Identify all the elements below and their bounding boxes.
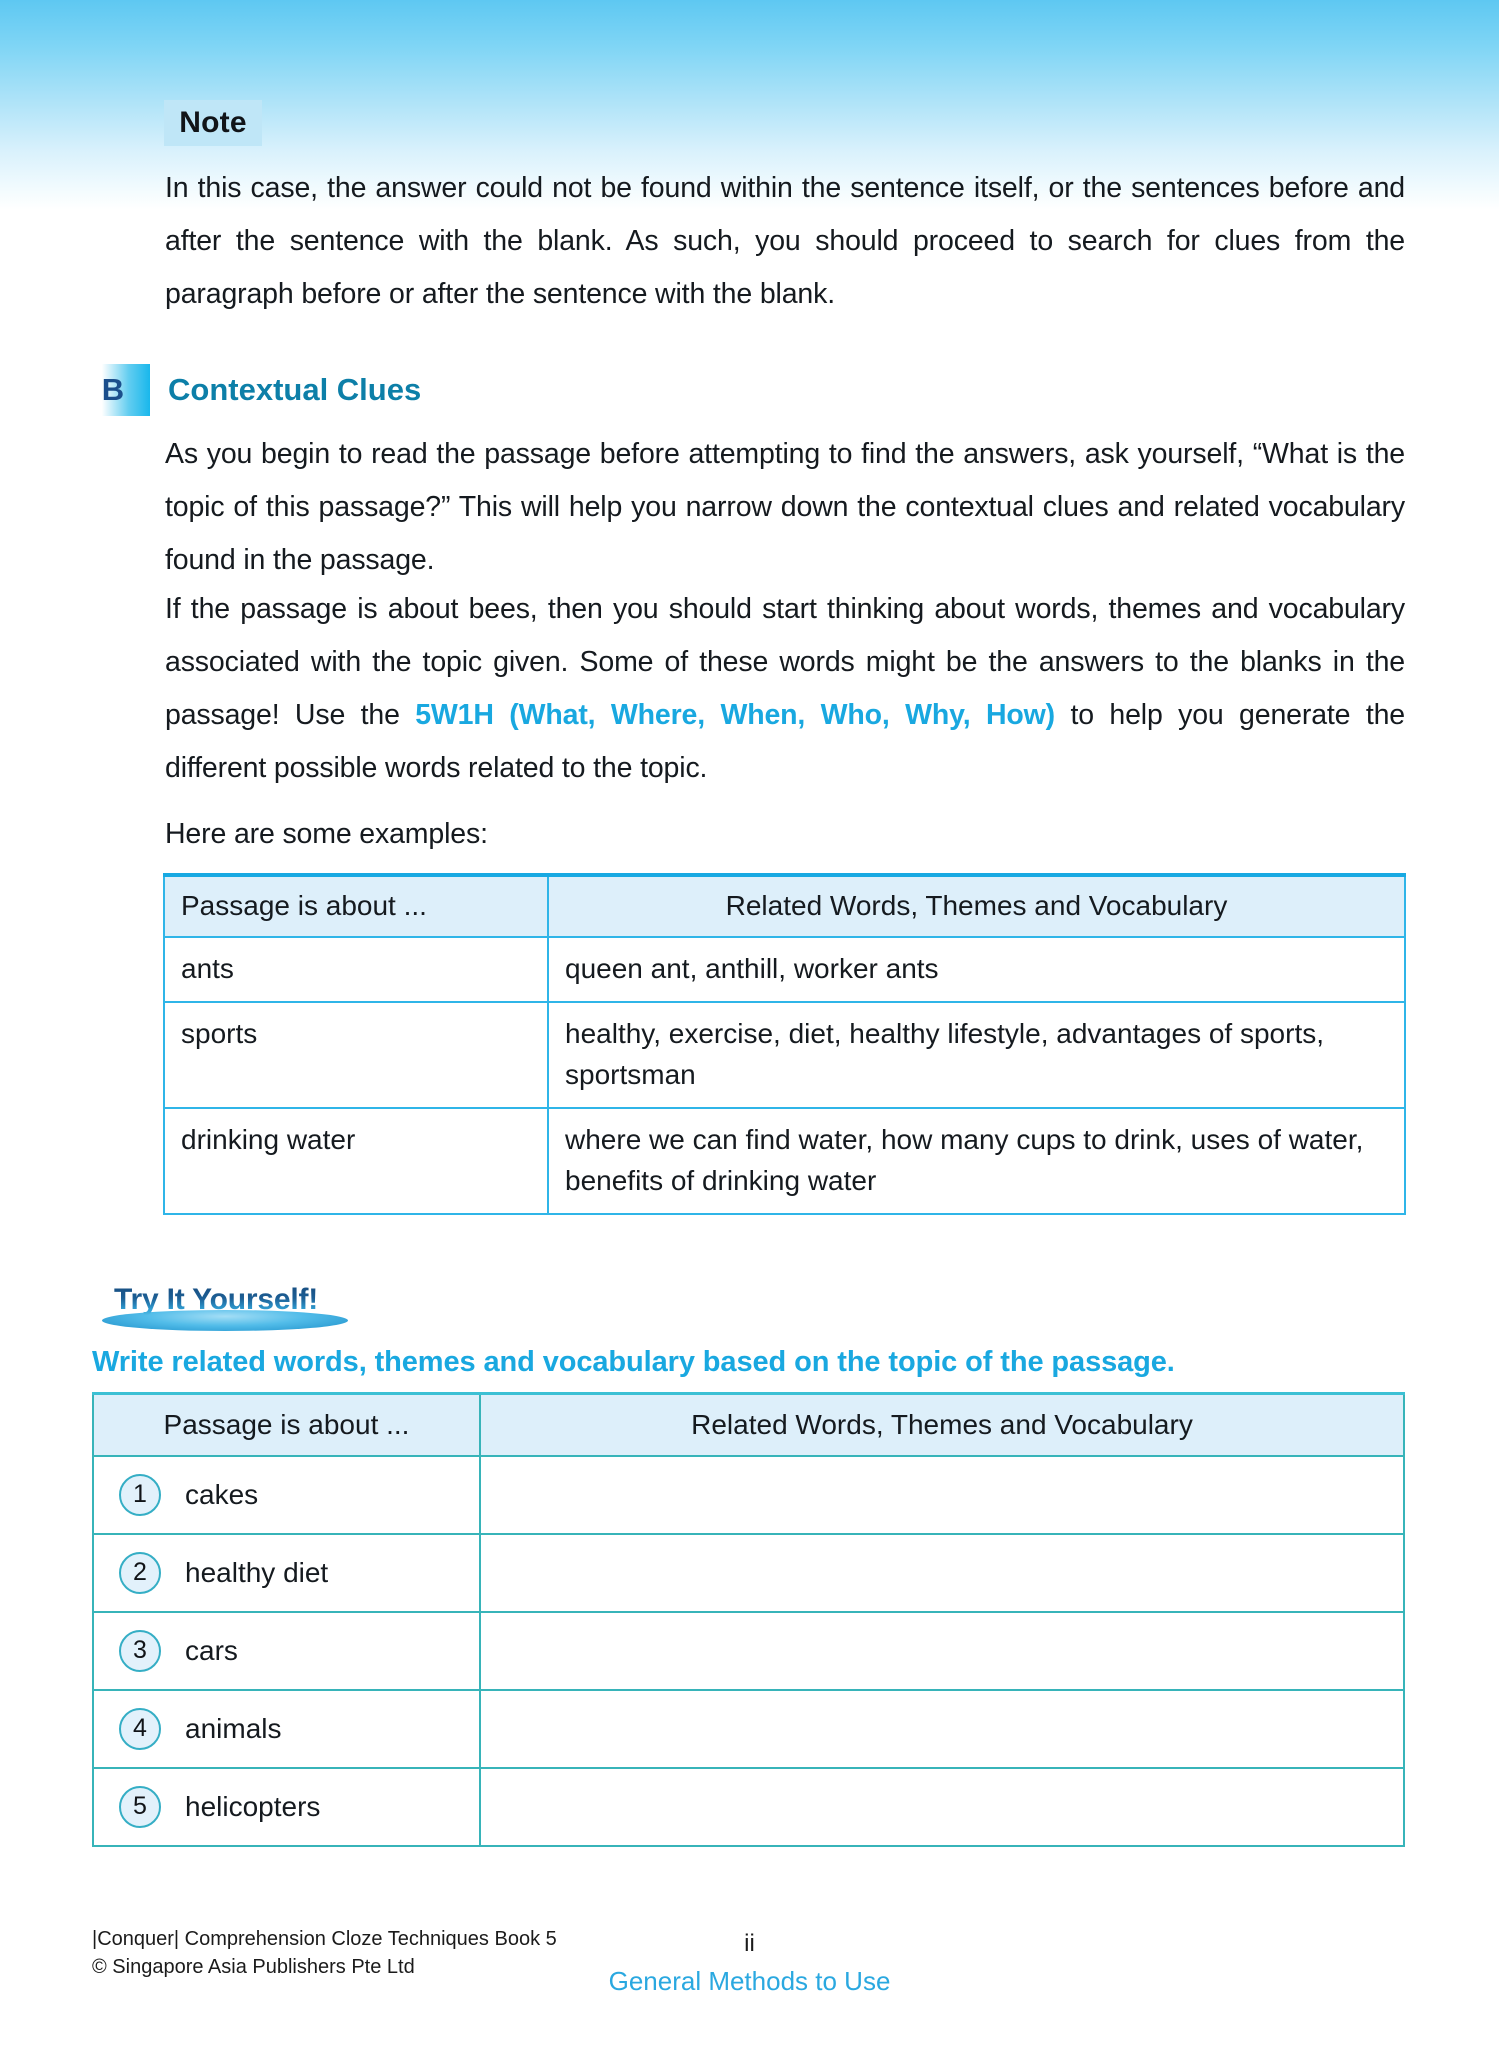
table2-answer-field-5[interactable]: [480, 1768, 1404, 1846]
section-title: Contextual Clues: [168, 372, 422, 407]
table-row: [93, 1612, 1404, 1690]
note-label: Note: [164, 100, 262, 146]
table-header-row: [93, 1394, 1404, 1457]
section-paragraph-1: As you begin to read the passage before attempting to find the answers, ask yourself, “What is the topic of this passage?” This will help you narrow down the contextual clues and related vocabulary found in the passage.: [165, 438, 1405, 576]
table1-cell-topic: sports: [164, 1002, 548, 1108]
item-number-3: 3: [119, 1630, 161, 1672]
table2-answer-field-2[interactable]: [480, 1534, 1404, 1612]
table2-answer-field-1[interactable]: [480, 1456, 1404, 1534]
table-row: [93, 1768, 1404, 1846]
table-row: [164, 1108, 1405, 1214]
examples-intro: Here are some examples:: [165, 818, 488, 850]
footer-copyright: © Singapore Asia Publishers Pte Ltd: [92, 1956, 415, 1978]
table2-answer-field-4[interactable]: [480, 1690, 1404, 1768]
item-label-5: helicopters: [185, 1791, 321, 1822]
item-label-1: cakes: [185, 1479, 259, 1510]
item-label-2: healthy diet: [185, 1557, 329, 1588]
table-row: [93, 1456, 1404, 1534]
table1-cell-topic: drinking water: [164, 1108, 548, 1214]
item-number-2: 2: [119, 1552, 161, 1594]
try-it-yourself-banner: [90, 1283, 360, 1331]
table2-cell-topic: [93, 1768, 480, 1846]
footer-book-title: |Conquer| Comprehension Cloze Techniques Book 5: [92, 1928, 557, 1950]
table1-cell-topic: ants: [164, 937, 548, 1002]
table2-header-related: Related Words, Themes and Vocabulary: [480, 1394, 1404, 1457]
table2-cell-topic: [93, 1456, 480, 1534]
page-number: ii: [744, 1930, 755, 1957]
table-row: [93, 1690, 1404, 1768]
table2-header-topic: Passage is about ...: [93, 1394, 480, 1457]
table2-cell-topic: [93, 1690, 480, 1768]
table-row: [93, 1534, 1404, 1612]
table-header-row: [164, 875, 1405, 937]
item-number-1: 1: [119, 1474, 161, 1516]
table1-cell-related: queen ant, anthill, worker ants: [548, 937, 1405, 1002]
item-number-5: 5: [119, 1786, 161, 1828]
paragraph-2-text-before: If the passage is about bees, then you should start thinking about words, themes and vocabulary associated with the topic given. Some of these words might be the answers to the blanks in the passage! Use the: [165, 593, 1405, 731]
examples-table: [163, 873, 1406, 1215]
section-letter: B: [101, 372, 125, 407]
paragraph-2-text-after: to help you generate the different possible words related to the topic.: [165, 699, 1405, 784]
exercise-table: [92, 1392, 1405, 1847]
table1-header-related: Related Words, Themes and Vocabulary: [548, 875, 1405, 937]
table2-cell-topic: [93, 1534, 480, 1612]
try-it-instruction: Write related words, themes and vocabulary based on the topic of the passage.: [92, 1346, 1175, 1378]
table1-header-topic: Passage is about ...: [164, 875, 548, 937]
table-row: [164, 1002, 1405, 1108]
table2-cell-topic: [93, 1612, 480, 1690]
note-paragraph: In this case, the answer could not be found within the sentence itself, or the sentences before and after the sentence with the blank. As such, you should proceed to search for clues from the paragraph before or after the sentence with the blank.: [165, 172, 1405, 310]
try-it-yourself-label: Try It Yourself!: [114, 1283, 319, 1316]
footer-section-label: General Methods to Use: [608, 1966, 891, 1996]
table2-answer-field-3[interactable]: [480, 1612, 1404, 1690]
table1-cell-related: healthy, exercise, diet, healthy lifestyle, advantages of sports, sportsman: [548, 1002, 1405, 1108]
section-paragraph-2: [165, 583, 1405, 795]
item-label-4: animals: [185, 1713, 282, 1744]
table1-cell-related: where we can find water, how many cups to drink, uses of water, benefits of drinking water: [548, 1108, 1405, 1214]
fivew1h-highlight: 5W1H (What, Where, When, Who, Why, How): [415, 699, 1055, 731]
item-number-4: 4: [119, 1708, 161, 1750]
table-row: [164, 937, 1405, 1002]
item-label-3: cars: [185, 1635, 238, 1666]
